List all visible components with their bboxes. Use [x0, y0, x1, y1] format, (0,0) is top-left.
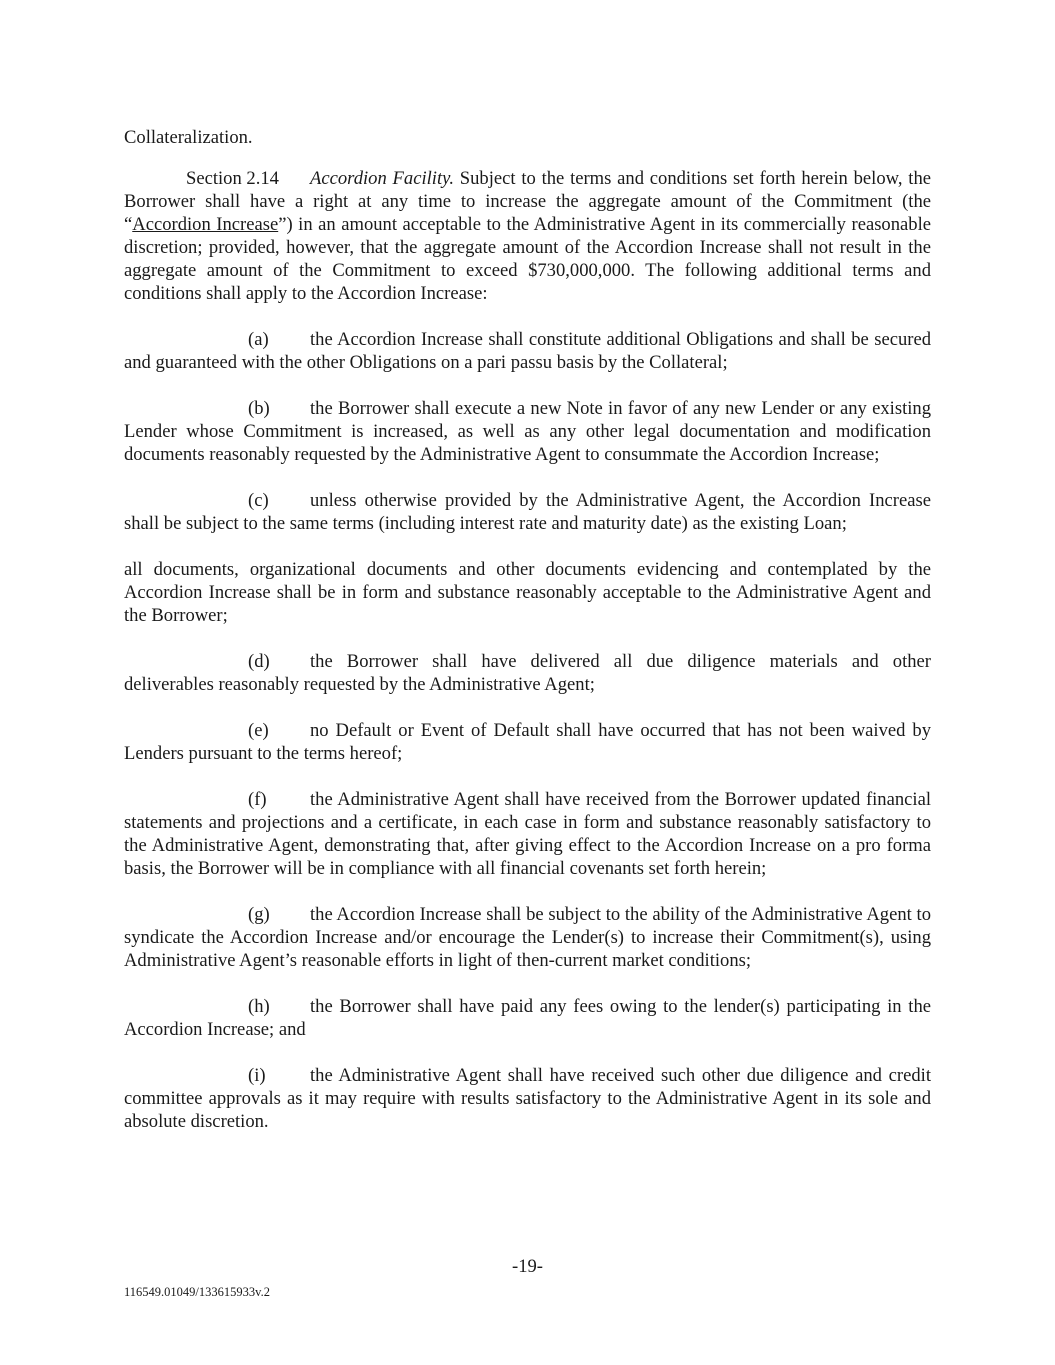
list-item-d: [124, 650, 931, 696]
item-label: (f): [248, 789, 267, 810]
list-item-c: [124, 489, 931, 535]
document-id: 116549.01049/133615933v.2: [124, 1285, 270, 1299]
item-text: the Borrower shall have paid any fees owing to the lender(s) participating in the Accordion Increase; and: [124, 996, 931, 1040]
defined-term: Accordion Increase: [132, 214, 279, 235]
list-item-a: [124, 328, 931, 374]
list-item-b: [124, 397, 931, 466]
list-item-e: [124, 719, 931, 765]
item-label: (h): [248, 996, 270, 1017]
list-item-h: [124, 995, 931, 1041]
item-text: the Administrative Agent shall have received from the Borrower updated financial statements and projections and a certificate, in each case in form and substance reasonably satisfactory to the Administrative Agent, demonstrating that, after giving effect to the Accordion Increase on a pro forma basis, the Borrower will be in compliance with all financial covenants set forth herein;: [124, 789, 931, 879]
item-label: (i): [248, 1065, 266, 1086]
item-text: the Accordion Increase shall constitute additional Obligations and shall be secured and guaranteed with the other Obligations on a pari passu basis by the Collateral;: [124, 329, 931, 373]
item-text: the Accordion Increase shall be subject to the ability of the Administrative Agent to syndicate the Accordion Increase and/or encourage the Lender(s) to increase their Commitment(s), using Administrative Agent’s reasonable efforts in light of then-current market conditions;: [124, 904, 931, 971]
section-2-14-paragraph: [124, 167, 931, 305]
section-number: Section 2.14: [186, 168, 279, 189]
document-body: [124, 126, 931, 1133]
list-item-g: [124, 903, 931, 972]
item-text: the Administrative Agent shall have received such other due diligence and credit committee approvals as it may require with results satisfactory to the Administrative Agent in its sole and absolute discretion.: [124, 1065, 931, 1132]
unlabeled-paragraph: all documents, organizational documents and other documents evidencing and contemplated by the Accordion Increase shall be in form and substance reasonably acceptable to the Administrative Agent and the Borrower;: [124, 559, 931, 626]
list-item-f: [124, 788, 931, 880]
list-item-i: [124, 1064, 931, 1133]
item-label: (a): [248, 329, 269, 350]
item-text: the Borrower shall have delivered all due diligence materials and other deliverables reasonably requested by the Administrative Agent;: [124, 651, 931, 695]
item-text: the Borrower shall execute a new Note in favor of any new Lender or any existing Lender whose Commitment is increased, as well as any other legal documentation and modification documents reasonably requested by the Administrative Agent to consummate the Accordion Increase;: [124, 398, 931, 465]
item-label: (d): [248, 651, 270, 672]
continued-line: Collateralization.: [124, 127, 253, 148]
item-text: unless otherwise provided by the Administrative Agent, the Accordion Increase shall be subject to the same terms (including interest rate and maturity date) as the existing Loan;: [124, 490, 931, 534]
item-label: (b): [248, 398, 270, 419]
section-title: Accordion Facility.: [310, 168, 454, 189]
section-text-b: ”) in an amount acceptable to the Administrative Agent in its commercially reasonable discretion; provided, however, that the aggregate amount of the Accordion Increase shall not result in the aggregate amount of the Commitment to exceed $730,000,000. The following additional terms and conditions shall apply to the Accordion Increase:: [124, 214, 931, 304]
item-label: (g): [248, 904, 270, 925]
section-text-a: Subject to the terms and conditions set forth herein below, the Borrower shall have a right at any time to increase the aggregate amount of the Commitment (the “: [124, 168, 931, 235]
item-label: (c): [248, 490, 269, 511]
page-number: -19-: [512, 1256, 543, 1277]
item-text: no Default or Event of Default shall have occurred that has not been waived by Lenders pursuant to the terms hereof;: [124, 720, 931, 764]
item-label: (e): [248, 720, 269, 741]
